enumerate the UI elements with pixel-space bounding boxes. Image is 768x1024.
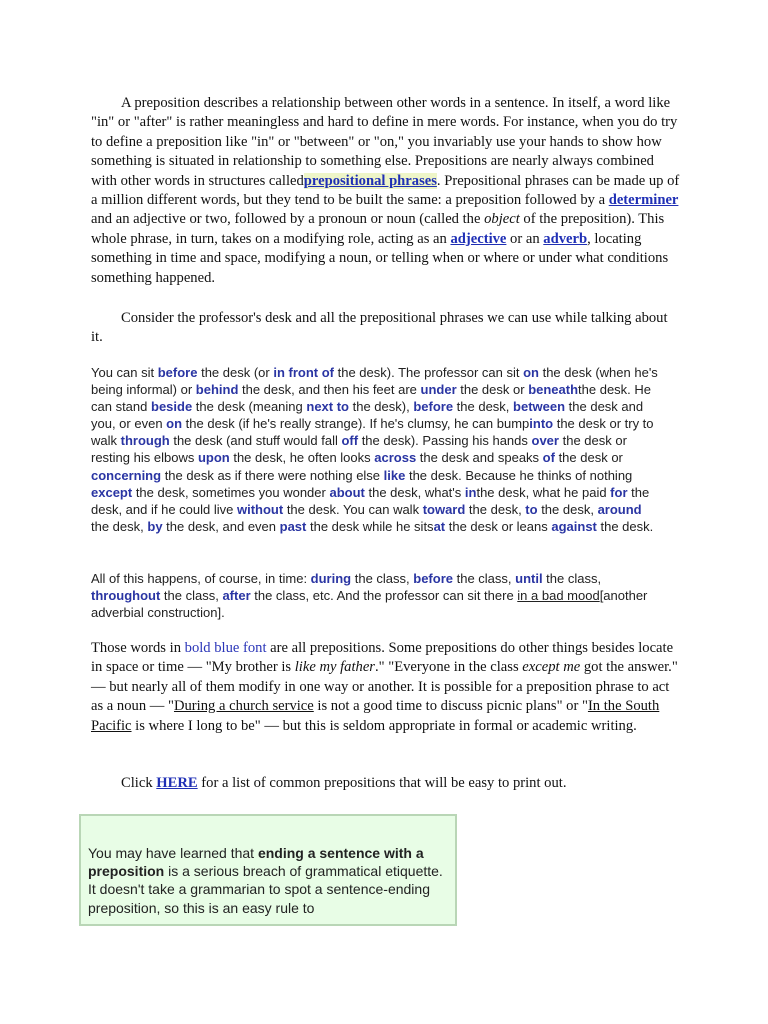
body-text: the desk (meaning (192, 399, 307, 415)
body-text: the desk, (453, 399, 514, 415)
preposition-highlight: like (383, 467, 406, 483)
body-text: the desk. You can walk (283, 501, 423, 517)
body-text: the class, etc. And the professor can sit there (250, 588, 518, 604)
adjective-link[interactable]: adjective (450, 230, 507, 247)
south-pacific-underline: In the South Pacific (91, 698, 660, 734)
preposition-highlight: before (157, 365, 198, 380)
church-service-underline: During a church service (173, 698, 314, 715)
body-text: the desk or try to walk (91, 416, 654, 449)
body-text: [another adverbial construction]. (91, 588, 648, 621)
desk-intro-paragraph (91, 309, 681, 348)
body-text: the class, (542, 571, 602, 586)
preposition-highlight: across (374, 450, 417, 466)
preposition-highlight: beside (151, 399, 193, 415)
prepositional-phrases-link[interactable]: prepositional phrases (303, 172, 437, 189)
intro-text: , locating something in time and space, modifying a noun, or telling when or where or under what conditions something happened. (91, 230, 669, 286)
body-text: the desk while he sits (306, 518, 434, 534)
time-examples-paragraph (91, 570, 651, 621)
note-text (88, 844, 448, 917)
explanation-text: ." "Everyone in the class (375, 659, 523, 676)
preposition-highlight: into (529, 416, 554, 432)
preposition-highlight: to (525, 501, 538, 517)
click-text: Click (121, 775, 157, 791)
body-text: the desk. He can stand (91, 382, 652, 415)
preposition-highlight: after (222, 588, 251, 604)
note-text-part: You may have learned that (88, 845, 258, 861)
adverb-link[interactable]: adverb (543, 230, 588, 247)
explanation-text: is not a good time to discuss picnic plans" or " (313, 698, 588, 715)
preposition-highlight: in (464, 484, 477, 500)
body-text: the desk as if there were nothing else (161, 467, 384, 483)
body-text: the desk), (349, 399, 414, 415)
preposition-highlight: except (91, 484, 133, 500)
preposition-highlight: for (610, 484, 628, 500)
body-text: the desk, what he paid (476, 484, 611, 500)
explanation-text: got the answer." — but nearly all of them modify in one way or another. It is possible for a preposition phrase to act as a noun — " (91, 659, 678, 715)
body-text: the desk. (596, 518, 654, 534)
preposition-highlight: before (413, 571, 453, 586)
except-me-emphasis: except me (522, 659, 581, 676)
note-bold-phrase: ending a sentence with a preposition (88, 845, 424, 880)
prepositions-explanation-paragraph (91, 639, 681, 736)
body-text: the desk, he often looks (229, 450, 375, 466)
body-text: the desk, and then his feet are (238, 382, 421, 398)
body-text: the class, (351, 571, 414, 586)
body-text: the desk, what's (364, 484, 465, 500)
desk-examples-paragraph (91, 364, 663, 535)
body-text: the desk or leans (445, 518, 552, 534)
preposition-highlight: over (531, 433, 559, 449)
ending-preposition-note-box (79, 814, 457, 926)
preposition-highlight: upon (197, 450, 230, 466)
preposition-highlight: throughout (91, 588, 161, 604)
preposition-highlight: at (433, 518, 446, 534)
preposition-highlight: until (515, 571, 543, 586)
preposition-highlight: concerning (91, 467, 162, 483)
body-text: All of this happens, of course, in time: (91, 571, 311, 586)
body-text: the desk and speaks (416, 450, 543, 466)
body-text: the desk (when he's being informal) or (91, 365, 658, 398)
preposition-highlight: through (120, 433, 170, 449)
body-text: the desk (or (197, 365, 274, 380)
preposition-highlight: during (310, 571, 352, 586)
preposition-highlight: about (329, 484, 365, 500)
preposition-highlight: under (420, 382, 457, 398)
intro-text: of the preposition). This whole phrase, in turn, takes on a modifying role, acting as an (91, 211, 665, 247)
explanation-text: are all prepositions. Some prepositions do other things besides locate in space or time — "My brother is (91, 640, 674, 676)
body-text: the desk, and if he could live (91, 484, 650, 517)
click-here-paragraph (91, 774, 681, 793)
body-text: the desk). The professor can sit (334, 365, 524, 380)
preposition-highlight: on (166, 416, 183, 432)
body-text: the desk, (91, 518, 148, 534)
determiner-link[interactable]: determiner (608, 192, 679, 209)
preposition-highlight: toward (422, 501, 466, 517)
intro-text: . Prepositional phrases can be made up of a million different words, but they tend to be built the same: a preposition followed by a (91, 172, 680, 209)
desk-intro-text: Consider the professor's desk and all the prepositional phrases we can use while talking about it. (91, 310, 668, 346)
intro-text: A preposition describes a relationship between other words in a sentence. In itself, a word like "in" or "after" is rather meaningless and hard to define in mere words. For instance, when you do try to define a preposition like "in" or "between" or "on," you invariably use your hands to show how something is situated in relationship to something else. Prepositions are nearly always combined with other words in structures called (91, 95, 678, 189)
preposition-highlight: behind (195, 382, 239, 398)
body-text: the class, (160, 588, 223, 604)
intro-text: and an adjective or two, followed by a pronoun or noun (called the (91, 211, 485, 228)
body-text: You can sit (91, 365, 158, 380)
like-my-father-emphasis: like my father (294, 659, 375, 676)
note-text-part: is a serious breach of grammatical etiquette. It doesn't take a grammarian to spot a sentence-ending preposition, so this is an easy rule to (88, 863, 443, 916)
preposition-highlight: off (341, 433, 359, 449)
intro-text: or an (506, 230, 544, 247)
underlined-phrase: in a bad mood (517, 588, 600, 604)
preposition-highlight: around (597, 501, 642, 517)
preposition-highlight: next to (306, 399, 349, 415)
body-text: the desk). Passing his hands (358, 433, 532, 449)
body-text: the desk. Because he thinks of nothing (405, 467, 633, 483)
explanation-text: is where I long to be" — but this is seldom appropriate in formal or academic writing. (131, 717, 637, 734)
preposition-highlight: in front of (273, 365, 334, 380)
body-text: the desk, sometimes you wonder (132, 484, 330, 500)
preposition-highlight: past (279, 518, 307, 534)
preposition-highlight: without (236, 501, 284, 517)
body-text: the desk or (554, 450, 623, 466)
explanation-text: Those words in (91, 640, 185, 656)
body-text: the desk or (456, 382, 529, 398)
body-text: the desk, (537, 501, 598, 517)
object-emphasis: object (484, 211, 520, 228)
preposition-highlight: by (147, 518, 163, 534)
here-link[interactable]: HERE (156, 775, 198, 791)
preposition-highlight: against (551, 518, 597, 534)
body-text: the desk, (465, 501, 526, 517)
body-text: the desk (and stuff would fall (169, 433, 342, 449)
preposition-highlight: before (413, 399, 454, 415)
body-text: the desk, and even (162, 518, 280, 534)
preposition-highlight: of (542, 450, 555, 466)
click-text: for a list of common prepositions that will be easy to print out. (197, 775, 567, 791)
preposition-highlight: between (513, 399, 566, 415)
body-text: the desk (if he's really strange). If he's clumsy, he can bump (182, 416, 530, 432)
preposition-highlight: beneath (528, 382, 579, 398)
preposition-highlight: on (523, 365, 539, 380)
intro-paragraph (91, 94, 681, 288)
body-text: the class, (452, 571, 516, 586)
bold-blue-font-phrase: bold blue font (184, 640, 267, 656)
body-text: the desk and you, or even (91, 399, 644, 432)
body-text: the desk or resting his elbows (91, 433, 627, 466)
